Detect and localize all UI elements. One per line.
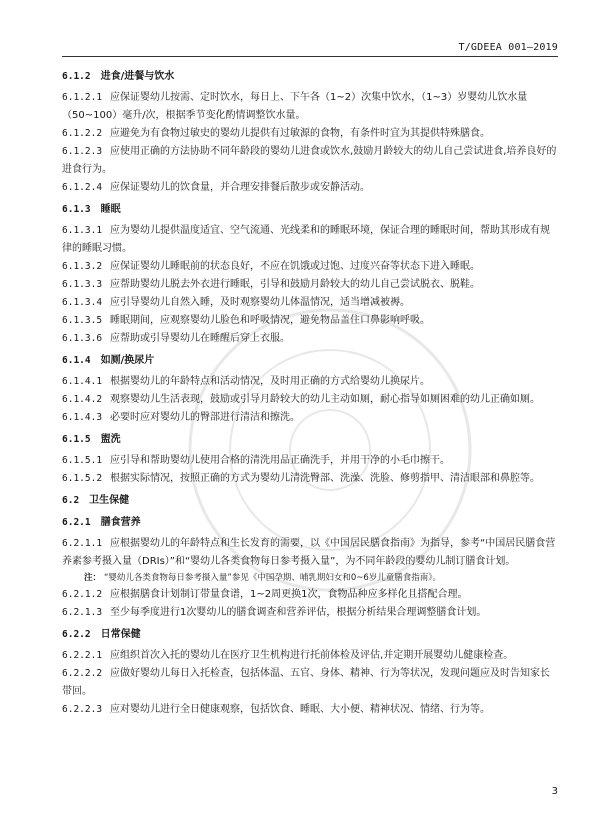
- clause-text: 应为婴幼儿提供温度适宜、空气流通、光线柔和的睡眠环境，保证合理的睡眠时间，帮助其形成有规律的睡眠习惯。: [62, 225, 551, 254]
- clause-paragraph: [62, 701, 558, 719]
- document-code: T/GDEEA 001—2019: [458, 42, 558, 53]
- clause-number: 6.1.2.4: [62, 182, 103, 193]
- clause-text: 睡眠期间，应观察婴幼儿脸色和呼吸情况，避免物品盖住口鼻影响呼吸。: [110, 315, 431, 326]
- clause-text: 观察婴幼儿生活表现，鼓励或引导月龄较大的幼儿主动如厕，耐心指导如厕困难的幼儿正确如厕。: [110, 394, 541, 405]
- clause-number: 6.1.4.1: [62, 376, 103, 387]
- clause-text: 应做好婴幼儿每日入托检查，包括体温、五官、身体、精神、行为等状况，发现问题应及时告知家长带回。: [62, 668, 551, 697]
- clause-number: 6.1.4.3: [62, 412, 103, 423]
- clause-paragraph: [62, 586, 558, 604]
- header-rule: [62, 56, 558, 57]
- clause-number: 6.2.2.3: [62, 704, 103, 715]
- section-title: 睡眠: [100, 204, 121, 215]
- clause-number: 6.1.5: [62, 434, 91, 445]
- section-heading: [62, 68, 558, 86]
- clause-text: 应保证婴幼儿睡眠前的状态良好，不应在饥饿或过饱、过度兴奋等状态下进入睡眠。: [110, 261, 481, 272]
- clause-text: 至少每季度进行1次婴幼儿的膳食调查和营养评估，根据分析结果合理调整膳食计划。: [110, 607, 487, 618]
- section-title: 进食/进餐与饮水: [100, 71, 175, 82]
- clause-paragraph: [62, 125, 558, 143]
- clause-paragraph: [62, 373, 558, 391]
- clause-number: 6.2.1: [62, 517, 91, 528]
- document-body: [62, 64, 558, 719]
- clause-text: 根据婴幼儿的年龄特点和活动情况，及时用正确的方式给婴幼儿换尿片。: [110, 376, 431, 387]
- section-title: 卫生保健: [89, 495, 130, 506]
- clause-text: 应帮助婴幼儿脱去外衣进行睡眠，引导和鼓励月龄较大的幼儿自己尝试脱衣、脱鞋。: [110, 279, 481, 290]
- clause-number: 6.1.3.2: [62, 261, 103, 272]
- clause-text: 应组织首次入托的婴幼儿在医疗卫生机构进行托前体检及评估,并定期开展婴幼儿健康检查。: [110, 650, 514, 661]
- clause-text: 应根据婴幼儿的年龄特点和生长发育的需要，以《中国居民膳食指南》为指导，参考“中国居民膳食营养素参考摄入量（DRIs）”和“婴幼儿各类食物每日参考摄入量”，为不同年龄段的婴幼儿制订膳食计划。: [62, 538, 556, 567]
- clause-number: 6.2.2: [62, 629, 91, 640]
- clause-paragraph: [62, 294, 558, 312]
- clause-text: 必要时应对婴幼儿的臀部进行清洁和擦洗。: [110, 412, 301, 423]
- clause-text: 应帮助或引导婴幼儿在睡醒后穿上衣服。: [110, 333, 291, 344]
- clause-paragraph: [62, 222, 558, 258]
- clause-number: 6.1.2.3: [62, 146, 103, 157]
- clause-paragraph: [62, 179, 558, 197]
- clause-text: 应保证婴幼儿的饮食量，并合理安排餐后散步或安静活动。: [110, 182, 371, 193]
- clause-number: 6.1.3.3: [62, 279, 103, 290]
- clause-text: 应使用正确的方法协助不同年龄段的婴幼儿进食或饮水,鼓励月龄较大的幼儿自己尝试进食,培养良好的进食行为。: [62, 146, 557, 175]
- clause-number: 6.2.1.2: [62, 589, 103, 600]
- clause-number: 6.1.5.1: [62, 455, 103, 466]
- clause-paragraph: [62, 535, 558, 571]
- clause-number: 6.2: [62, 495, 80, 506]
- clause-text: 根据实际情况，按照正确的方式为婴幼儿清洗臀部、洗澡、洗脸、修剪指甲、清洁眼部和鼻腔等。: [110, 473, 541, 484]
- section-title: 盥洗: [100, 434, 121, 445]
- clause-number: 6.2.2.2: [62, 668, 103, 679]
- clause-text: “婴幼儿各类食物每日参考摄入量”参见《中国孕期、哺乳期妇女和0~6岁儿童膳食指南》。: [104, 573, 442, 583]
- clause-text: 应引导婴幼儿自然入睡，及时观察婴幼儿体温情况，适当增减被褥。: [110, 297, 411, 308]
- section-heading: [62, 201, 558, 219]
- clause-number: 6.2.1.1: [62, 538, 103, 549]
- page-number: 3: [551, 786, 558, 797]
- clause-paragraph: [62, 409, 558, 427]
- section-title: 日常保健: [100, 629, 141, 640]
- clause-number: 6.2.2.1: [62, 650, 103, 661]
- clause-paragraph: [62, 452, 558, 470]
- section-heading: [62, 352, 558, 370]
- clause-number: 6.1.2.1: [62, 92, 103, 103]
- section-heading: [62, 492, 558, 510]
- section-heading: [62, 626, 558, 644]
- clause-number: 6.1.3.6: [62, 333, 103, 344]
- clause-paragraph: [62, 89, 558, 125]
- clause-number: 6.1.3: [62, 204, 91, 215]
- clause-number: 6.1.4.2: [62, 394, 103, 405]
- clause-number: 6.1.3.4: [62, 297, 103, 308]
- clause-number: 6.1.4: [62, 355, 91, 366]
- clause-paragraph: [62, 312, 558, 330]
- clause-paragraph: [62, 258, 558, 276]
- clause-paragraph: [62, 665, 558, 701]
- clause-paragraph: [62, 647, 558, 665]
- clause-number: 6.1.3.5: [62, 315, 103, 326]
- section-title: 膳食营养: [100, 517, 141, 528]
- clause-text: 应引导和帮助婴幼儿使用合格的清洗用品正确洗手，并用干净的小毛巾擦干。: [110, 455, 451, 466]
- clause-number: 6.2.1.3: [62, 607, 103, 618]
- note: [62, 571, 558, 586]
- clause-text: 应根据膳食计划制订带量食谱，1~2周更换1次，食物品种应多样化且搭配合理。: [110, 589, 468, 600]
- clause-text: 应对婴幼儿进行全日健康观察，包括饮食、睡眠、大小便、精神状况、情绪、行为等。: [110, 704, 491, 715]
- clause-number: 6.1.5.2: [62, 473, 103, 484]
- clause-paragraph: [62, 143, 558, 179]
- clause-paragraph: [62, 330, 558, 348]
- note-label: 注：: [84, 573, 102, 583]
- clause-paragraph: [62, 604, 558, 622]
- clause-paragraph: [62, 470, 558, 488]
- clause-number: 6.1.2.2: [62, 128, 103, 139]
- section-title: 如厕/换尿片: [100, 355, 155, 366]
- clause-paragraph: [62, 276, 558, 294]
- section-heading: [62, 431, 558, 449]
- clause-text: 应保证婴幼儿按需、定时饮水，每日上、下午各（1~2）次集中饮水，（1~3）岁婴幼儿饮水量（50~100）毫升/次，根据季节变化酌情调整饮水量。: [62, 92, 528, 121]
- clause-number: 6.1.2: [62, 71, 91, 82]
- section-heading: [62, 514, 558, 532]
- clause-text: 应避免为有食物过敏史的婴幼儿提供有过敏源的食物，有条件时宜为其提供特殊膳食。: [110, 128, 491, 139]
- clause-number: 6.1.3.1: [62, 225, 103, 236]
- clause-paragraph: [62, 391, 558, 409]
